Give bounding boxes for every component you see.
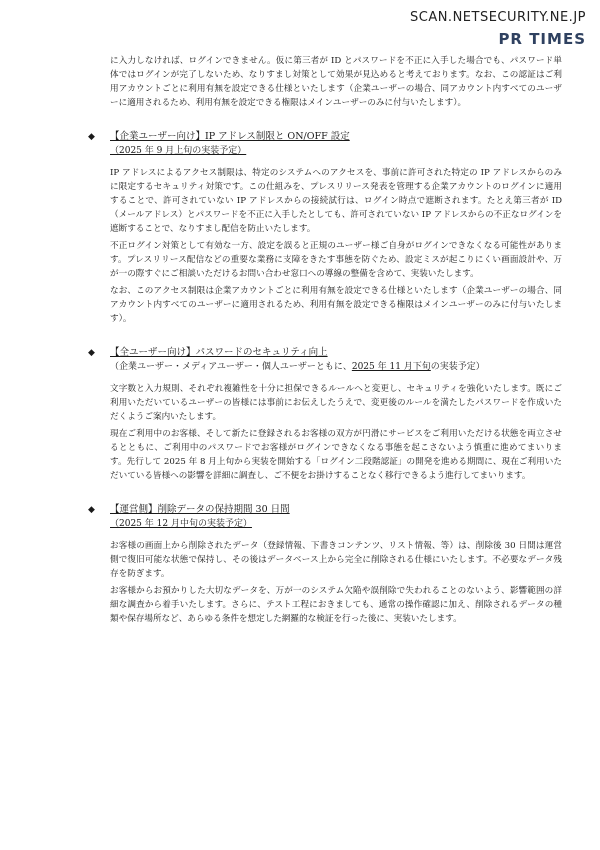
section-schedule: （2025 年 12 月中旬の実装予定） [110, 519, 252, 529]
section-title: パスワードのセキュリティ向上 [195, 347, 328, 358]
diamond-bullet-icon: ◆ [88, 348, 95, 358]
section-paragraph: なお、このアクセス制限は企業アカウントごとに利用有無を設定できる仕様といたします（企業ユーザーの場合、同アカウント内すべてのユーザーに適用されるため、利用有無を設定できる権限はメインユーザーのみに付与いたします）。 [110, 286, 562, 324]
section-password-security [88, 346, 562, 483]
section-title: 削除データの保持期間 30 日間 [157, 504, 290, 515]
site-label: SCAN.NETSECURITY.NE.JP [409, 10, 586, 25]
section-ip-restriction [88, 130, 562, 326]
section-title: IP アドレス制限と ON/OFF 設定 [205, 131, 350, 142]
section-paragraph: 現在ご利用中のお客様、そして新たに登録されるお客様の双方が円滑にサービスをご利用いただける状態を両立させるとともに、ご利用中のパスワードでお客様がログインできなくなる事態を起こさないよう慎重に進めてまいります。先行して 2025 年 8 月上旬から実装を開始する「ログイン二段階認証」の開発を進める期間に、現在ご利用いただいている皆様への影響を詳細に調査し、ご不便をお掛けすることなく移行できるよう進行してまいります。 [110, 429, 562, 481]
section-schedule: （企業ユーザー・メディアユーザー・個人ユーザーともに、2025 年 11 月下旬の実装予定） [110, 362, 485, 372]
section-schedule: （2025 年 9 月上旬の実装予定） [110, 146, 247, 156]
document-body [88, 54, 562, 629]
diamond-bullet-icon: ◆ [88, 132, 95, 142]
section-data-retention [88, 503, 562, 626]
section-heading [110, 503, 562, 517]
section-tag: 【運営側】 [110, 504, 158, 515]
section-paragraph: お客様の画面上から削除されたデータ（登録情報、下書きコンテンツ、リスト情報、等）は、削除後 30 日間は運営側で復旧可能な状態で保持し、その後はデータベース上から完全に削除される仕様にいたします。不必要なデータ残存を防ぎます。 [110, 541, 562, 579]
pr-times-logo: PR TIMES [498, 30, 586, 48]
section-heading [110, 130, 562, 144]
intro-paragraph: に入力しなければ、ログインできません。仮に第三者が ID とパスワードを不正に入手した場合でも、パスワード単体ではログインが完了しないため、なりすまし対策として効果が見込めると考えております。なお、この認証はご利用アカウントごとに利用有無を設定できる仕様といたします（企業ユーザーの場合、同アカウント内すべてのユーザーに適用されるため、利用有無を設定できる権限はメインユーザーのみに付与いたします）。 [110, 56, 562, 108]
section-paragraph: IP アドレスによるアクセス制限は、特定のシステムへのアクセスを、事前に許可された特定の IP アドレスからのみに限定するセキュリティ対策です。この仕組みを、プレスリリース発表を管理する企業アカウントのログインに適用することで、許可されていない IP アドレスからの接続試行は、ログイン時点で遮断されます。たとえ第三者が ID（メールアドレス）とパスワードを不正に入手したとしても、許可されていない IP アドレスからの不正なログインを遮断することで、なりすまし配信を防止いたします。 [110, 168, 562, 234]
section-paragraph: 不正ログイン対策として有効な一方、設定を誤ると正規のユーザー様ご自身がログインできなくなる可能性があります。プレスリリース配信などの重要な業務に支障をきたす事態を防ぐため、設定ミスが起こりにくい画面設計や、万が一の際すぐにご相談いただけるお問い合わせ窓口への導線の整備を含めて、実装いたします。 [110, 241, 562, 279]
diamond-bullet-icon: ◆ [88, 505, 95, 515]
section-paragraph: 文字数と入力規則、それぞれ複雑性を十分に担保できるルールへと変更し、セキュリティを強化いたします。既にご利用いただいているユーザーの皆様には事前にお伝えしたうえで、変更後のルールを満たしたパスワードを作成いただくようご案内いたします。 [110, 384, 562, 422]
section-heading [110, 346, 562, 360]
section-paragraph: お客様からお預かりした大切なデータを、万が一のシステム欠陥や誤削除で失われることのないよう、影響範囲の詳細な調査から着手いたします。さらに、テスト工程におきましても、通常の操作確認に加え、削除されるデータの種類や保存場所など、あらゆる条件を想定した網羅的な検証を行った後に、実装いたします。 [110, 586, 562, 624]
section-tag: 【全ユーザー向け】 [110, 347, 196, 358]
section-tag: 【企業ユーザー向け】 [110, 131, 206, 142]
